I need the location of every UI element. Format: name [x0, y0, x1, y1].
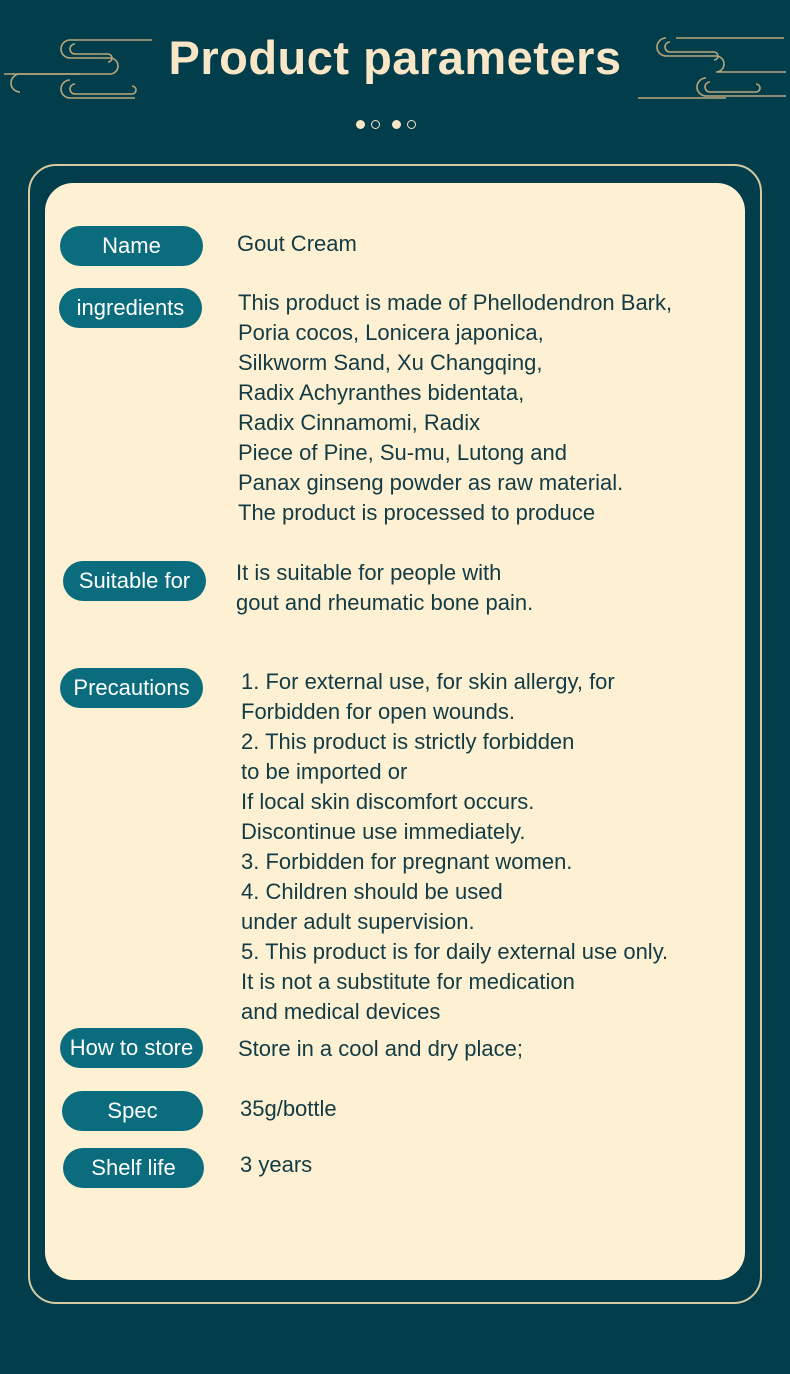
label-precautions: Precautions: [60, 668, 203, 708]
label-shelf-life: Shelf life: [63, 1148, 204, 1188]
label-spec: Spec: [62, 1091, 203, 1131]
label-suitable-for: Suitable for: [63, 561, 206, 601]
dot-indicator: [356, 120, 365, 129]
label-how-to-store: How to store: [60, 1028, 203, 1068]
value-line: Silkworm Sand, Xu Changqing,: [238, 350, 543, 375]
value-line: 2. This product is strictly forbidden: [241, 729, 575, 754]
label-name: Name: [60, 226, 203, 266]
value-how-to-store: [238, 1034, 523, 1064]
value-line: The product is processed to produce: [238, 500, 596, 525]
value-line: Store in a cool and dry place;: [238, 1036, 523, 1061]
value-shelf-life: [240, 1150, 312, 1180]
value-line: Poria cocos, Lonicera japonica,: [238, 320, 544, 345]
value-line: Discontinue use immediately.: [241, 819, 526, 844]
dot-indicator: [407, 120, 416, 129]
parameters-card: [45, 183, 745, 1280]
value-line: Radix Achyranthes bidentata,: [238, 380, 525, 405]
value-spec: [240, 1094, 337, 1124]
value-line: Panax ginseng powder as raw material.: [238, 470, 624, 495]
value-precautions: [241, 667, 668, 1027]
dot-indicator: [371, 120, 380, 129]
value-line: under adult supervision.: [241, 909, 475, 934]
value-line: Gout Cream: [237, 231, 357, 256]
value-line: It is suitable for people with: [236, 560, 502, 585]
value-line: If local skin discomfort occurs.: [241, 789, 535, 814]
value-line: Forbidden for open wounds.: [241, 699, 515, 724]
value-line: It is not a substitute for medication: [241, 969, 575, 994]
value-suitable-for: [236, 558, 533, 618]
value-line: Radix Cinnamomi, Radix: [238, 410, 481, 435]
value-line: 5. This product is for daily external use only.: [241, 939, 669, 964]
value-line: 4. Children should be used: [241, 879, 503, 904]
value-line: Piece of Pine, Su-mu, Lutong and: [238, 440, 567, 465]
value-name: [237, 229, 357, 259]
value-line: 1. For external use, for skin allergy, for: [241, 669, 615, 694]
page-title: Product parameters: [168, 31, 622, 84]
value-line: and medical devices: [241, 999, 441, 1024]
carousel-dots: [356, 120, 422, 129]
value-line: 3. Forbidden for pregnant women.: [241, 849, 573, 874]
value-line: This product is made of Phellodendron Bark,: [238, 290, 673, 315]
value-line: to be imported or: [241, 759, 408, 784]
value-ingredients: [238, 288, 672, 528]
value-line: 35g/bottle: [240, 1096, 337, 1121]
value-line: 3 years: [240, 1152, 313, 1177]
value-line: gout and rheumatic bone pain.: [236, 590, 534, 615]
label-ingredients: ingredients: [59, 288, 202, 328]
dot-indicator: [392, 120, 401, 129]
